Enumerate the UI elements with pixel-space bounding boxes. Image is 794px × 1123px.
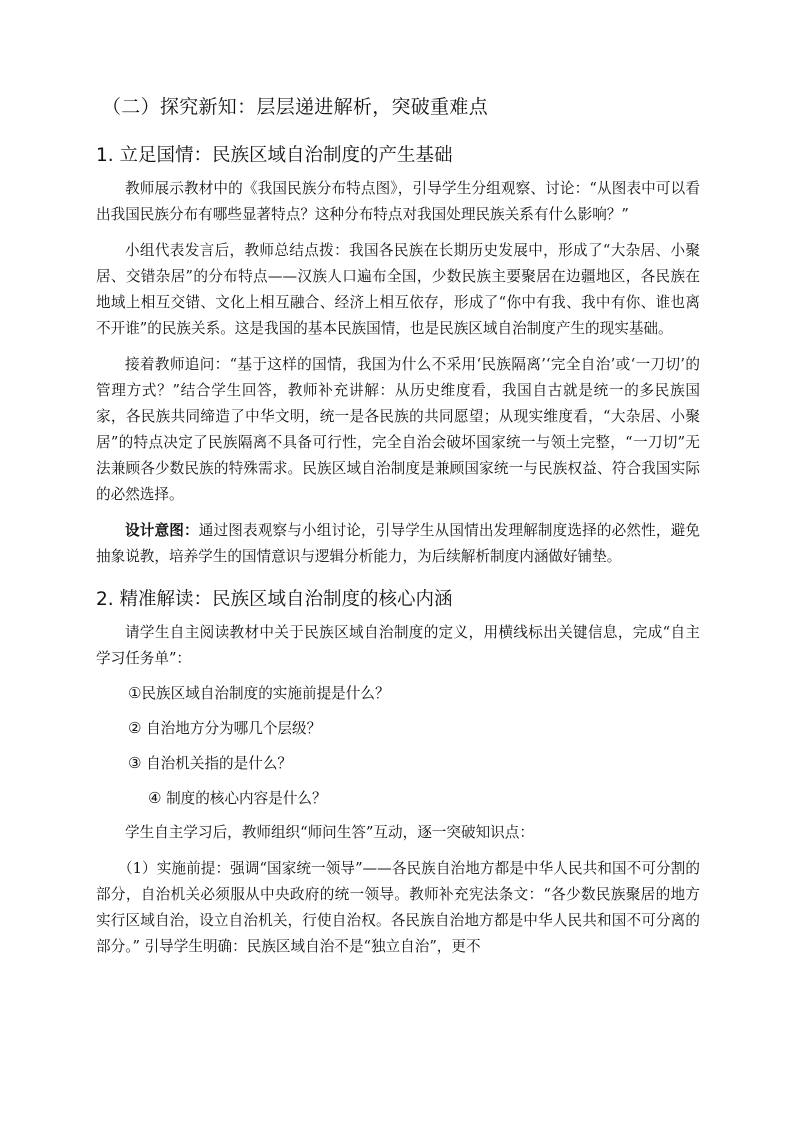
question-number-4: ④ [148, 789, 162, 807]
part1-paragraph-3: 接着教师追问：“基于这样的国情，我国为什么不采用‘民族隔离’‘完全自治’或‘一刀切’的管理方式？”结合学生回答，教师补充讲解：从历史维度看，我国自古就是统一的多民族国家，各民族共同缔造了中华文明，统一是各民族的共同愿望；从现实维度看，“大杂居、小聚居”的特点决定了民族隔离不具备可行性，完全自治会破坏国家统一与领土完整，“一刀切”无法兼顾各少数民族的特殊需求。民族区域自治制度是兼顾国家统一与民族权益、符合我国实际的必然选择。 [96, 356, 700, 503]
design-intent-text: 通过图表观察与小组讨论，引导学生从国情出发理解制度选择的必然性，避免抽象说教，培养学生的国情意识与逻辑分析能力，为后续解析制度内涵做好铺垫。 [96, 522, 700, 565]
question-item-2 [96, 715, 700, 742]
part2-heading: 2. 精准解读：民族区域自治制度的核心内涵 [96, 589, 453, 610]
part2-paragraph-2: 学生自主学习后，教师组织“师问生答”互动，逐一突破知识点： [125, 824, 534, 841]
question-text-2: 自治地方分为哪几个层级？ [141, 720, 322, 737]
design-intent-label: 设计意图： [125, 522, 199, 539]
design-intent-paragraph [96, 518, 700, 570]
question-item-1 [96, 680, 700, 707]
section-title: （二）探究新知：层层递进解析，突破重难点 [102, 96, 489, 118]
question-number-3: ③ [128, 754, 142, 772]
part2-paragraph-1: 请学生自主阅读教材中关于民族区域自治制度的定义，用横线标出关键信息，完成“自主学习任务单”： [96, 624, 700, 667]
question-item-3 [96, 750, 700, 777]
document-body [96, 92, 700, 970]
part1-heading: 1. 立足国情：民族区域自治制度的产生基础 [96, 145, 453, 166]
question-item-4 [96, 785, 700, 812]
question-text-3: 自治机关指的是什么？ [141, 755, 293, 772]
question-text-1: 民族区域自治制度的实施前提是什么？ [141, 685, 390, 702]
part1-paragraph-2: 小组代表发言后，教师总结点拨：我国各民族在长期历史发展中，形成了“大杂居、小聚居、交错杂居”的分布特点——汉族人口遍布全国，少数民族主要聚居在边疆地区，各民族在地域上相互交错、文化上相互融合、经济上相互依存，形成了“你中有我、我中有你、谁也离不开谁”的民族关系。这是我国的基本民族国情，也是民族区域自治制度产生的现实基础。 [96, 242, 700, 337]
part1-paragraph-1: 教师展示教材中的《我国民族分布特点图》，引导学生分组观察、讨论：“从图表中可以看出我国民族分布有哪些显著特点？这种分布特点对我国处理民族关系有什么影响？” [96, 180, 700, 223]
question-number-2: ② [128, 719, 142, 737]
question-number-1: ① [128, 684, 142, 702]
part2-paragraph-3: （1）实施前提：强调“国家统一领导”——各民族自治地方都是中华人民共和国不可分割的部分，自治机关必须服从中央政府的统一领导。教师补充宪法条文：“各少数民族聚居的地方实行区域自治，设立自治机关，行使自治权。各民族自治地方都是中华人民共和国不可分离的部分。” 引导学生明确：民族区域自治不是“独立自治”，更不 [96, 860, 700, 955]
question-text-4: 制度的核心内容是什么？ [161, 790, 327, 807]
